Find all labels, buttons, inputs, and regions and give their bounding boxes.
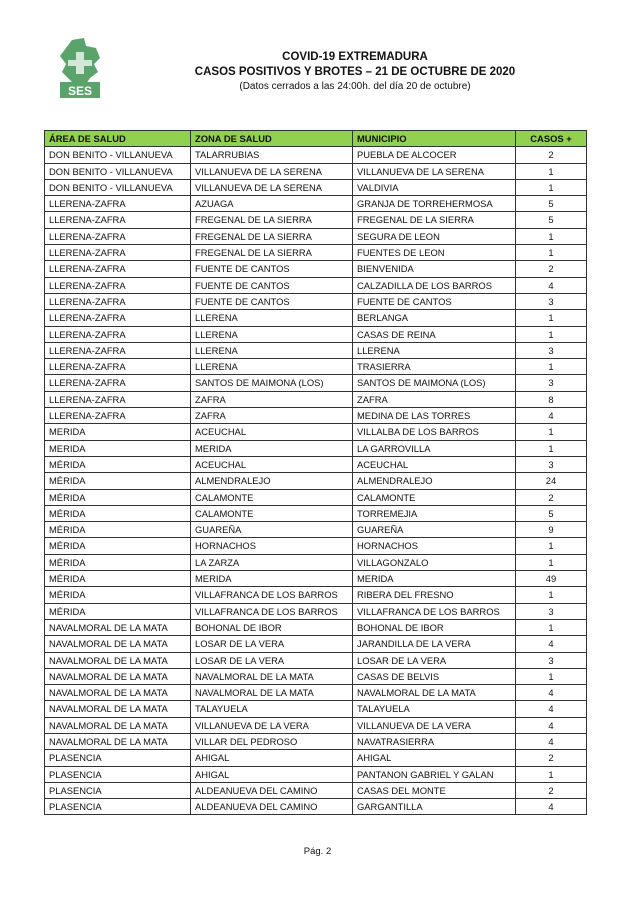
table-row xyxy=(45,782,587,798)
cell-area: DON BENITO - VILLANUEVA xyxy=(45,147,191,163)
cell-municipio: HORNACHOS xyxy=(353,538,516,554)
cell-area: NAVALMORAL DE LA MATA xyxy=(45,668,191,684)
cell-municipio: JARANDILLA DE LA VERA xyxy=(353,636,516,652)
cell-municipio: CALAMONTE xyxy=(353,489,516,505)
table-row xyxy=(45,538,587,554)
table-body xyxy=(45,147,587,815)
cell-casos: 3 xyxy=(516,375,587,391)
cell-area: MÉRIDA xyxy=(45,587,191,603)
table-row xyxy=(45,277,587,293)
cell-zona: MERIDA xyxy=(191,571,353,587)
cell-area: MÉRIDA xyxy=(45,456,191,472)
table-row xyxy=(45,342,587,358)
cell-zona: CALAMONTE xyxy=(191,489,353,505)
table-row xyxy=(45,799,587,815)
cell-casos: 4 xyxy=(516,408,587,424)
cell-casos: 1 xyxy=(516,554,587,570)
table-row xyxy=(45,293,587,309)
cell-municipio: PUEBLA DE ALCOCER xyxy=(353,147,516,163)
table-row xyxy=(45,163,587,179)
cell-municipio: GRANJA DE TORREHERMOSA xyxy=(353,196,516,212)
table-row xyxy=(45,587,587,603)
cell-area: LLERENA-ZAFRA xyxy=(45,196,191,212)
cell-area: LLERENA-ZAFRA xyxy=(45,391,191,407)
cell-casos: 1 xyxy=(516,587,587,603)
cell-zona: VILLANUEVA DE LA VERA xyxy=(191,717,353,733)
cell-area: NAVALMORAL DE LA MATA xyxy=(45,701,191,717)
cell-area: LLERENA-ZAFRA xyxy=(45,261,191,277)
cell-casos: 3 xyxy=(516,293,587,309)
table-row xyxy=(45,212,587,228)
cell-municipio: LOSAR DE LA VERA xyxy=(353,652,516,668)
cell-casos: 3 xyxy=(516,603,587,619)
cell-casos: 1 xyxy=(516,440,587,456)
table-row xyxy=(45,456,587,472)
cell-casos: 1 xyxy=(516,163,587,179)
cell-area: MÉRIDA xyxy=(45,571,191,587)
cell-zona: ACEUCHAL xyxy=(191,456,353,472)
cell-area: PLASENCIA xyxy=(45,750,191,766)
cell-area: MÉRIDA xyxy=(45,554,191,570)
cell-area: DON BENITO - VILLANUEVA xyxy=(45,179,191,195)
cell-municipio: FREGENAL DE LA SIERRA xyxy=(353,212,516,228)
column-header-zona: ZONA DE SALUD xyxy=(191,131,353,147)
cell-area: DON BENITO - VILLANUEVA xyxy=(45,163,191,179)
column-header-area: ÁREA DE SALUD xyxy=(45,131,191,147)
cell-zona: LLERENA xyxy=(191,342,353,358)
cell-municipio: LA GARROVILLA xyxy=(353,440,516,456)
cell-area: MÉRIDA xyxy=(45,505,191,521)
cell-municipio: VILLANUEVA DE LA SERENA xyxy=(353,163,516,179)
cell-area: NAVALMORAL DE LA MATA xyxy=(45,733,191,749)
table-row xyxy=(45,733,587,749)
document-subtitle: CASOS POSITIVOS Y BROTES – 21 DE OCTUBRE DE 2020 xyxy=(194,66,516,78)
cell-casos: 1 xyxy=(516,619,587,635)
cell-zona: ZAFRA xyxy=(191,391,353,407)
cell-municipio: ALMENDRALEJO xyxy=(353,473,516,489)
cell-zona: LA ZARZA xyxy=(191,554,353,570)
table-row xyxy=(45,766,587,782)
cell-area: PLASENCIA xyxy=(45,782,191,798)
column-header-municipio: MUNICIPIO xyxy=(353,131,516,147)
cell-municipio: GARGANTILLA xyxy=(353,799,516,815)
cell-zona: LOSAR DE LA VERA xyxy=(191,652,353,668)
cell-area: LLERENA-ZAFRA xyxy=(45,212,191,228)
cell-zona: AZUAGA xyxy=(191,196,353,212)
cell-zona: ALDEANUEVA DEL CAMINO xyxy=(191,799,353,815)
cell-area: NAVALMORAL DE LA MATA xyxy=(45,652,191,668)
cell-casos: 2 xyxy=(516,261,587,277)
cell-zona: VILLANUEVA DE LA SERENA xyxy=(191,179,353,195)
cell-casos: 1 xyxy=(516,668,587,684)
cell-casos: 2 xyxy=(516,147,587,163)
cell-zona: LLERENA xyxy=(191,359,353,375)
cell-municipio: NAVATRASIERRA xyxy=(353,733,516,749)
table-header-row xyxy=(45,131,587,147)
cell-casos: 1 xyxy=(516,424,587,440)
cell-area: LLERENA-ZAFRA xyxy=(45,326,191,342)
table-row xyxy=(45,505,587,521)
cell-municipio: BIENVENIDA xyxy=(353,261,516,277)
cell-casos: 3 xyxy=(516,342,587,358)
cell-casos: 1 xyxy=(516,245,587,261)
table-row xyxy=(45,489,587,505)
cell-area: LLERENA-ZAFRA xyxy=(45,277,191,293)
table-row xyxy=(45,424,587,440)
cell-zona: VILLAFRANCA DE LOS BARROS xyxy=(191,603,353,619)
cell-municipio: MEDINA DE LAS TORRES xyxy=(353,408,516,424)
cell-casos: 1 xyxy=(516,766,587,782)
cell-zona: FUENTE DE CANTOS xyxy=(191,293,353,309)
cell-area: PLASENCIA xyxy=(45,766,191,782)
table-row xyxy=(45,636,587,652)
table-row xyxy=(45,619,587,635)
cell-municipio: AHIGAL xyxy=(353,750,516,766)
cell-zona: LOSAR DE LA VERA xyxy=(191,636,353,652)
cell-municipio: MERIDA xyxy=(353,571,516,587)
cell-area: LLERENA-ZAFRA xyxy=(45,245,191,261)
table-row xyxy=(45,717,587,733)
table-row xyxy=(45,750,587,766)
cell-municipio: CASAS DE REINA xyxy=(353,326,516,342)
cell-zona: BOHONAL DE IBOR xyxy=(191,619,353,635)
cell-zona: ZAFRA xyxy=(191,408,353,424)
cell-area: LLERENA-ZAFRA xyxy=(45,293,191,309)
cell-casos: 2 xyxy=(516,782,587,798)
cell-casos: 1 xyxy=(516,538,587,554)
extremadura-map-icon xyxy=(56,38,104,100)
cell-municipio: LLERENA xyxy=(353,342,516,358)
table-row xyxy=(45,359,587,375)
cell-area: NAVALMORAL DE LA MATA xyxy=(45,636,191,652)
cases-table xyxy=(44,130,587,815)
cell-area: PLASENCIA xyxy=(45,799,191,815)
cell-casos: 4 xyxy=(516,277,587,293)
column-header-casos: CASOS + xyxy=(516,131,587,147)
cell-zona: TALARRUBIAS xyxy=(191,147,353,163)
cell-municipio: RIBERA DEL FRESNO xyxy=(353,587,516,603)
table-row xyxy=(45,522,587,538)
cell-municipio: VILLANUEVA DE LA VERA xyxy=(353,717,516,733)
cell-casos: 4 xyxy=(516,733,587,749)
page-number: Pág. 2 xyxy=(303,846,332,857)
table-row xyxy=(45,228,587,244)
table-row xyxy=(45,571,587,587)
cell-casos: 8 xyxy=(516,391,587,407)
cell-municipio: NAVALMORAL DE LA MATA xyxy=(353,685,516,701)
logo-text: SES xyxy=(67,84,93,98)
cell-casos: 1 xyxy=(516,228,587,244)
cell-municipio: CASAS DEL MONTE xyxy=(353,782,516,798)
cell-municipio: BOHONAL DE IBOR xyxy=(353,619,516,635)
cell-zona: LLERENA xyxy=(191,326,353,342)
cell-casos: 9 xyxy=(516,522,587,538)
cell-municipio: SEGURA DE LEON xyxy=(353,228,516,244)
cell-zona: AHIGAL xyxy=(191,766,353,782)
cell-casos: 4 xyxy=(516,701,587,717)
table-row xyxy=(45,179,587,195)
cell-casos: 1 xyxy=(516,310,587,326)
cell-municipio: TALAYUELA xyxy=(353,701,516,717)
table-row xyxy=(45,473,587,489)
cell-zona: TALAYUELA xyxy=(191,701,353,717)
cell-area: NAVALMORAL DE LA MATA xyxy=(45,717,191,733)
cell-municipio: CASAS DE BELVIS xyxy=(353,668,516,684)
cell-zona: FUENTE DE CANTOS xyxy=(191,277,353,293)
cell-zona: NAVALMORAL DE LA MATA xyxy=(191,685,353,701)
document-header xyxy=(120,50,590,94)
cell-municipio: FUENTES DE LEON xyxy=(353,245,516,261)
cell-casos: 4 xyxy=(516,799,587,815)
cell-area: MÉRIDA xyxy=(45,538,191,554)
table-row xyxy=(45,440,587,456)
cell-area: LLERENA-ZAFRA xyxy=(45,342,191,358)
cell-municipio: ACEUCHAL xyxy=(353,456,516,472)
cell-casos: 2 xyxy=(516,489,587,505)
cell-area: MÉRIDA xyxy=(45,473,191,489)
table-row xyxy=(45,603,587,619)
cell-municipio: TORREMEJIA xyxy=(353,505,516,521)
cell-area: MÉRIDA xyxy=(45,522,191,538)
cell-zona: FREGENAL DE LA SIERRA xyxy=(191,245,353,261)
ses-logo xyxy=(56,38,104,100)
cell-area: MERIDA xyxy=(45,424,191,440)
table-row xyxy=(45,685,587,701)
cell-area: LLERENA-ZAFRA xyxy=(45,359,191,375)
cell-zona: CALAMONTE xyxy=(191,505,353,521)
cell-zona: VILLAFRANCA DE LOS BARROS xyxy=(191,587,353,603)
table-row xyxy=(45,326,587,342)
table-row xyxy=(45,391,587,407)
cell-zona: ALMENDRALEJO xyxy=(191,473,353,489)
cell-municipio: SANTOS DE MAIMONA (LOS) xyxy=(353,375,516,391)
cell-area: NAVALMORAL DE LA MATA xyxy=(45,619,191,635)
table-row xyxy=(45,245,587,261)
cell-area: LLERENA-ZAFRA xyxy=(45,310,191,326)
cell-area: MERIDA xyxy=(45,440,191,456)
cell-casos: 1 xyxy=(516,179,587,195)
table-row xyxy=(45,196,587,212)
cell-municipio: VALDIVIA xyxy=(353,179,516,195)
cell-municipio: VILLAFRANCA DE LOS BARROS xyxy=(353,603,516,619)
cell-municipio: VILLAGONZALO xyxy=(353,554,516,570)
cell-zona: LLERENA xyxy=(191,310,353,326)
cell-casos: 3 xyxy=(516,652,587,668)
table-row xyxy=(45,147,587,163)
cell-zona: NAVALMORAL DE LA MATA xyxy=(191,668,353,684)
cell-casos: 1 xyxy=(516,326,587,342)
cell-municipio: FUENTE DE CANTOS xyxy=(353,293,516,309)
cell-zona: VILLAR DEL PEDROSO xyxy=(191,733,353,749)
table-row xyxy=(45,652,587,668)
cell-casos: 5 xyxy=(516,196,587,212)
cell-municipio: PANTANON GABRIEL Y GALAN xyxy=(353,766,516,782)
cell-casos: 5 xyxy=(516,505,587,521)
cell-casos: 5 xyxy=(516,212,587,228)
cell-area: MÉRIDA xyxy=(45,489,191,505)
cell-area: LLERENA-ZAFRA xyxy=(45,408,191,424)
table-row xyxy=(45,310,587,326)
cell-casos: 49 xyxy=(516,571,587,587)
cell-zona: ALDEANUEVA DEL CAMINO xyxy=(191,782,353,798)
table-row xyxy=(45,701,587,717)
cell-casos: 4 xyxy=(516,685,587,701)
cell-casos: 1 xyxy=(516,359,587,375)
cell-zona: FREGENAL DE LA SIERRA xyxy=(191,212,353,228)
cell-municipio: BERLANGA xyxy=(353,310,516,326)
cell-zona: SANTOS DE MAIMONA (LOS) xyxy=(191,375,353,391)
table-row xyxy=(45,408,587,424)
cell-municipio: TRASIERRA xyxy=(353,359,516,375)
cell-area: LLERENA-ZAFRA xyxy=(45,228,191,244)
cell-municipio: ZAFRA xyxy=(353,391,516,407)
cell-municipio: VILLALBA DE LOS BARROS xyxy=(353,424,516,440)
document-note: (Datos cerrados a las 24:00h. del día 20 de octubre) xyxy=(239,81,471,92)
cell-zona: GUAREÑA xyxy=(191,522,353,538)
table-row xyxy=(45,261,587,277)
table-row xyxy=(45,668,587,684)
table-row xyxy=(45,554,587,570)
cell-area: NAVALMORAL DE LA MATA xyxy=(45,685,191,701)
cell-casos: 24 xyxy=(516,473,587,489)
document-title: COVID-19 EXTREMADURA xyxy=(282,51,428,63)
cell-zona: MERIDA xyxy=(191,440,353,456)
cell-municipio: CALZADILLA DE LOS BARROS xyxy=(353,277,516,293)
cell-zona: ACEUCHAL xyxy=(191,424,353,440)
cell-zona: HORNACHOS xyxy=(191,538,353,554)
cell-area: LLERENA-ZAFRA xyxy=(45,375,191,391)
cell-area: MÉRIDA xyxy=(45,603,191,619)
cell-zona: FUENTE DE CANTOS xyxy=(191,261,353,277)
cell-zona: VILLANUEVA DE LA SERENA xyxy=(191,163,353,179)
cell-casos: 3 xyxy=(516,456,587,472)
cell-zona: FREGENAL DE LA SIERRA xyxy=(191,228,353,244)
cell-municipio: GUAREÑA xyxy=(353,522,516,538)
table-row xyxy=(45,375,587,391)
cell-zona: AHIGAL xyxy=(191,750,353,766)
cell-casos: 4 xyxy=(516,717,587,733)
cell-casos: 4 xyxy=(516,636,587,652)
cell-casos: 2 xyxy=(516,750,587,766)
